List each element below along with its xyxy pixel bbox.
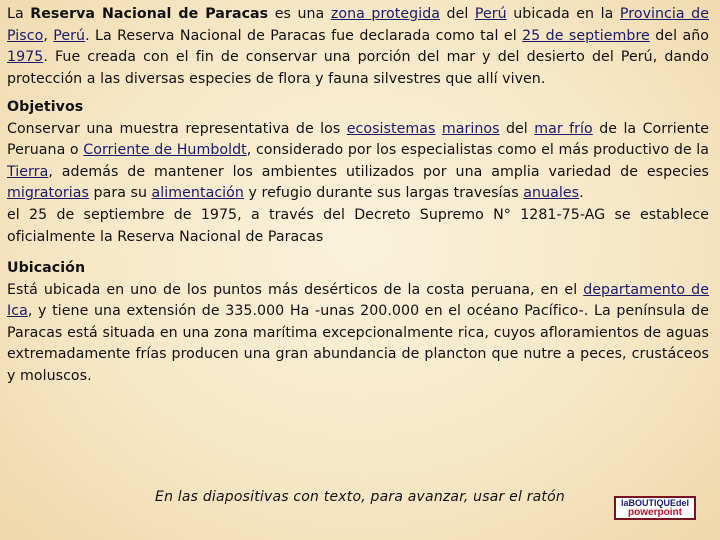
text: es una [268,6,331,22]
text: , considerado por los especialistas como el más productivo de la [246,142,709,159]
text: de la Corriente Peruana o [7,120,709,159]
link-peru[interactable]: Perú [474,6,507,22]
text: y refugio durante sus largas travesías [243,185,524,202]
link-alimentacion[interactable]: alimentación [151,185,244,202]
reserve-name: Reserva Nacional de Paracas [30,6,269,22]
link-provincia-pisco[interactable]: Provincia de Pisco [7,6,710,44]
logo-line-2: powerpoint [628,507,682,518]
text: . [579,185,584,202]
text: del año [649,27,709,44]
link-marinos[interactable]: marinos [441,120,500,137]
text: Conservar una muestra representativa de los [7,120,347,137]
text: del [440,6,475,22]
text: Está ubicada en uno de los puntos más desérticos de la costa peruana, en el [7,281,584,298]
link-peru-2[interactable]: Perú [53,27,86,44]
text: para su [88,185,152,202]
link-migratorias[interactable]: migratorias [7,185,89,202]
section-heading-objetivos: Objetivos [7,99,84,115]
link-corriente-humboldt[interactable]: Corriente de Humboldt [83,142,247,159]
navigation-hint: En las diapositivas con texto, para avanzar, usar el ratón [155,489,565,505]
link-ecosistemas[interactable]: ecosistemas [346,120,436,137]
intro-paragraph [7,4,709,90]
logo-line-1: laBOUTIQUEdel [620,498,689,508]
objectives-section [7,97,709,248]
link-zona-protegida[interactable]: zona protegida [330,6,440,22]
text: del [499,120,535,137]
link-mar-frio[interactable]: mar frío [534,120,593,137]
text: , además de mantener los ambientes utilizados por una amplia variedad de especies [48,163,709,180]
section-heading-ubicacion: Ubicación [7,260,86,276]
link-1975[interactable]: 1975 [7,49,44,66]
text: . La Reserva Nacional de Paracas fue declarada como tal el [85,27,523,44]
link-tierra[interactable]: Tierra [7,163,49,180]
location-section [7,258,709,388]
boutique-powerpoint-logo[interactable] [614,496,696,520]
text: ubicada en la [506,6,620,22]
link-departamento-ica[interactable]: departamento de Ica [7,281,709,320]
link-25-septiembre[interactable]: 25 de septiembre [522,27,650,44]
link-anuales[interactable]: anuales [523,185,580,202]
text: La [7,6,31,22]
text: , y tiene una extensión de 335.000 Ha -unas 200.000 en el océano Pacífico-. La península de Paracas está situada en una zona marítima excepcionalmente rica, cuyos afloramientos de aguas extremadamente frías producen una gran abundancia de plancton que nutre a peces, crustáceos y moluscos. [7,303,709,384]
text: . Fue creada con el fin de conservar una porción del mar y del desierto del Perú, dando protección a las diversas especies de flora y fauna silvestres que allí viven. [7,49,709,87]
decree-text: el 25 de septiembre de 1975, a través del Decreto Supremo N° 1281-75-AG se establece oficialmente la Reserva Nacional de Paracas [7,206,709,245]
text: , [43,27,54,44]
